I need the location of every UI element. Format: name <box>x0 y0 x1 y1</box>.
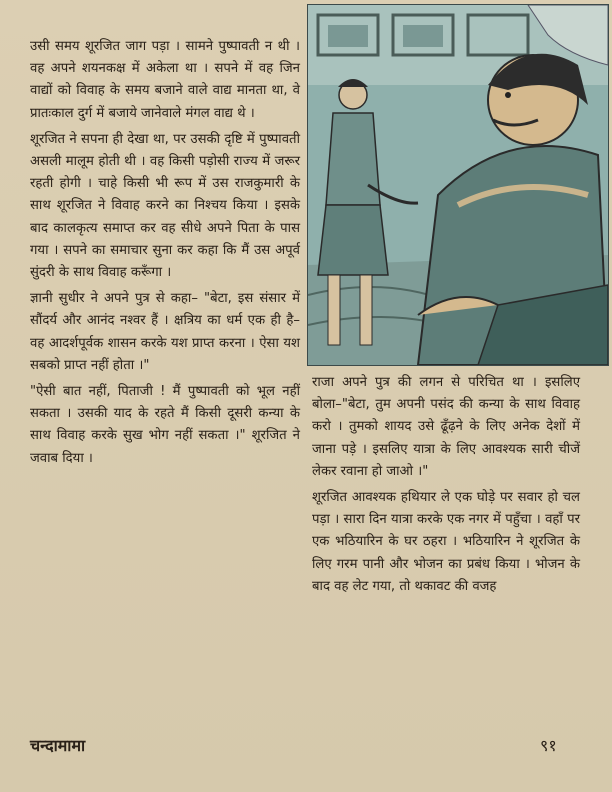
story-paragraph: "ऐसी बात नहीं, पिताजी ! मैं पुष्पावती को भूल नहीं सकता । उसकी याद के रहते मैं किसी दूसरी कन्या के साथ विवाह करके सुख भोग नहीं सकता ।" शूरजित ने जवाब दिया । <box>30 384 300 466</box>
page-number: ९१ <box>540 736 557 755</box>
story-paragraph: उसी समय शूरजित जाग पड़ा । सामने पुष्पावती न थी । वह अपने शयनकक्ष में अकेला था । सपने में वह जिन वाद्यों को विवाह के समय बजाने वाले वाद्य मानता था, वे प्रातःकाल दुर्ग में बजाये जानेवाले मंगल वाद्य थे । <box>30 39 300 121</box>
left-text-column <box>30 36 300 474</box>
story-paragraph: ज्ञानी सुधीर ने अपने पुत्र से कहा– "बेटा, इस संसार में सौंदर्य और आनंद नश्वर हैं । क्षत्रिय का धर्म एक ही है– वह आदर्शपूर्वक शासन करके यश प्राप्त करना । ऐसा यश सबको प्राप्त नहीं होता ।" <box>30 291 300 373</box>
story-paragraph: शूरजित आवश्यक हथियार ले एक घोड़े पर सवार हो चल पड़ा । सारा दिन यात्रा करके एक नगर में पहुँचा । वहाँ पर एक भठियारिन के घर ठहरा । भठियारिन ने शूरजित के लिए गरम पानी और भोजन का प्रबंध किया । भोजन के बाद वह लेट गया, तो थकावट की वजह <box>312 490 580 594</box>
story-paragraph: राजा अपने पुत्र की लगन से परिचित था । इसलिए बोला–"बेटा, तुम अपनी पसंद की कन्या के साथ विवाह करो । तुमको शायद उसे ढूँढ़ने के लिए अनेक देशों में जाना पड़े । इसलिए यात्रा के लिए आवश्यक सारी चीजें लेकर रवाना हो जाओ ।" <box>312 375 580 479</box>
magazine-name: चन्दामामा <box>30 736 86 755</box>
story-illustration <box>307 4 609 366</box>
story-paragraph: शूरजित ने सपना ही देखा था, पर उसकी दृष्टि में पुष्पावती असली मालूम होती थी । वह किसी पड़ोसी राज्य में जरूर रहती होगी । चाहे किसी भी रूप में उस राजकुमारी के साथ शूरजित ने विवाह करने का निश्चय किया । इसके बाद कालकृत्य समाप्त कर वह सीधे अपने पिता के पास गया । सपने का समाचार सुना कर कहा कि मैं उस अपूर्व सुंदरी के साथ विवाह करूँगा । <box>30 131 300 281</box>
illustration-drawing <box>308 5 608 365</box>
right-text-column <box>312 372 580 602</box>
